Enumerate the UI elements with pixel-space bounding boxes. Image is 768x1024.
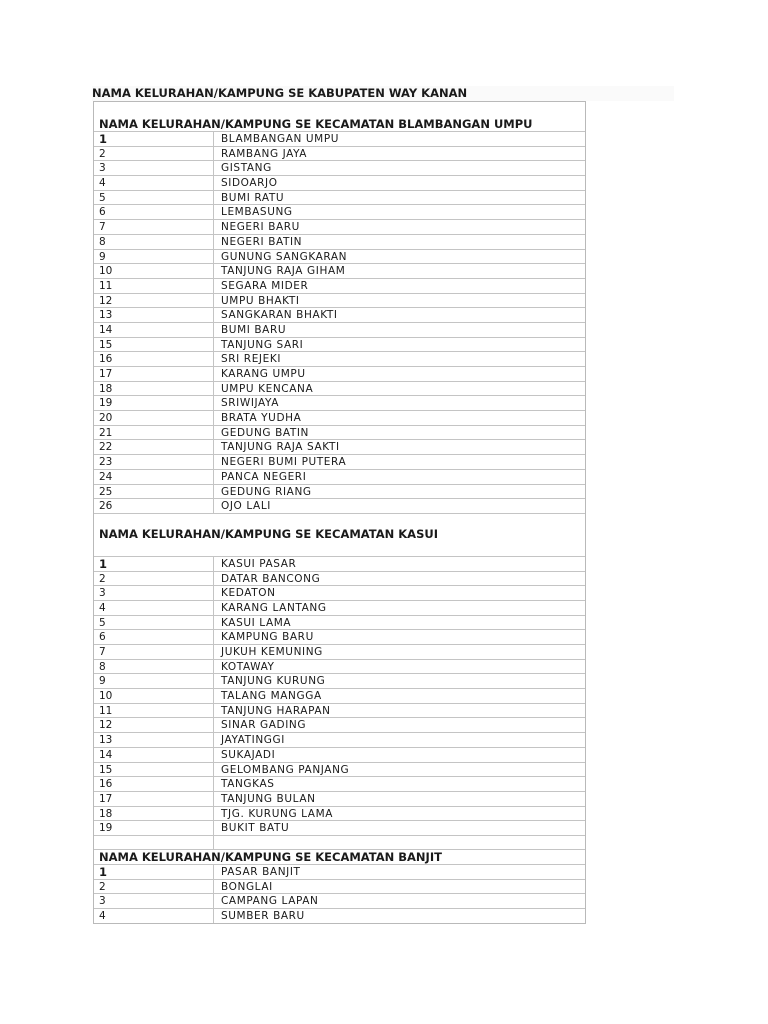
row-number: 2 [94, 572, 214, 586]
row-number: 11 [94, 279, 214, 293]
village-name: NEGERI BUMI PUTERA [221, 456, 347, 469]
table-row [94, 220, 585, 235]
row-number: 1 [94, 557, 214, 571]
village-name: SEGARA MIDER [221, 279, 309, 292]
village-name: BRATA YUDHA [221, 412, 302, 425]
village-name: KARANG LANTANG [221, 601, 327, 614]
village-name: UMPU BHAKTI [221, 294, 300, 307]
table-row [94, 499, 585, 514]
village-name: SRIWIJAYA [221, 397, 279, 410]
table-row [94, 660, 585, 675]
row-number: 21 [94, 426, 214, 440]
row-number: 13 [94, 733, 214, 747]
table-row [94, 411, 585, 426]
village-name: TANGKAS [221, 778, 275, 791]
row-number: 3 [94, 586, 214, 600]
table-row [94, 572, 585, 587]
village-name: SANGKARAN BHAKTI [221, 309, 338, 322]
section-heading: NAMA KELURAHAN/KAMPUNG SE KECAMATAN KASUI [99, 526, 438, 541]
village-name: BLAMBANGAN UMPU [221, 133, 340, 145]
row-number: 1 [94, 132, 214, 146]
table-row [94, 689, 585, 704]
table-row [94, 733, 585, 748]
table-row [94, 191, 585, 206]
table-row [94, 792, 585, 807]
village-name: BONGLAI [221, 880, 273, 893]
table-row [94, 205, 585, 220]
village-name: BUMI RATU [221, 191, 285, 204]
village-name: NEGERI BATIN [221, 235, 303, 248]
row-number: 8 [94, 235, 214, 249]
row-number: 10 [94, 689, 214, 703]
village-name: LEMBASUNG [221, 206, 293, 219]
village-name: DATAR BANCONG [221, 572, 321, 585]
village-name: KARANG UMPU [221, 368, 306, 380]
table-row [94, 367, 585, 382]
row-number: 7 [94, 220, 214, 234]
document-title: NAMA KELURAHAN/KAMPUNG SE KABUPATEN WAY KANAN [92, 86, 674, 101]
village-name: JAYATINGGI [221, 734, 285, 747]
table-row [94, 250, 585, 265]
table-row [94, 396, 585, 411]
table-row [94, 338, 585, 353]
village-name: PANCA NEGERI [221, 470, 307, 483]
row-number: 25 [94, 485, 214, 499]
table-row [94, 132, 585, 147]
table-row [94, 382, 585, 397]
row-number: 2 [94, 880, 214, 894]
section-kasui [94, 514, 585, 836]
row-number: 4 [94, 909, 214, 923]
row-number: 4 [94, 176, 214, 190]
table-row [94, 235, 585, 250]
row-number: 26 [94, 499, 214, 513]
row-number: 5 [94, 191, 214, 205]
table-row [94, 586, 585, 601]
table-row [94, 308, 585, 323]
village-name: GELOMBANG PANJANG [221, 763, 350, 776]
village-name: CAMPANG LAPAN [221, 895, 319, 908]
row-number: 15 [94, 338, 214, 352]
row-number: 1 [94, 865, 214, 879]
village-name: BUMI BARU [221, 323, 287, 336]
row-number: 18 [94, 807, 214, 821]
row-number: 4 [94, 601, 214, 615]
village-name: KEDATON [221, 587, 276, 600]
row-number: 17 [94, 367, 214, 381]
row-number: 19 [94, 821, 214, 835]
row-number: 17 [94, 792, 214, 806]
row-number: 23 [94, 455, 214, 469]
row-number: 8 [94, 660, 214, 674]
row-number: 16 [94, 352, 214, 366]
village-name: TANJUNG RAJA SAKTI [221, 441, 340, 454]
village-name: TANJUNG RAJA GIHAM [221, 265, 346, 278]
table-row [94, 294, 585, 309]
section-heading-row [94, 850, 585, 865]
row-number: 11 [94, 704, 214, 718]
table-row [94, 645, 585, 660]
table-row [94, 718, 585, 733]
table-row [94, 616, 585, 631]
section-heading-row [94, 514, 585, 557]
row-number: 14 [94, 323, 214, 337]
village-name: SUMBER BARU [221, 910, 305, 922]
table-row [94, 470, 585, 485]
row-number: 7 [94, 645, 214, 659]
row-number: 6 [94, 630, 214, 644]
section-heading: NAMA KELURAHAN/KAMPUNG SE KECAMATAN BANJIT [99, 849, 442, 864]
village-name: PASAR BANJIT [221, 865, 301, 878]
table-row [94, 894, 585, 909]
row-number: 6 [94, 205, 214, 219]
row-number: 5 [94, 616, 214, 630]
table-row [94, 880, 585, 895]
table-row [94, 455, 585, 470]
table-row [94, 630, 585, 645]
table-row [94, 323, 585, 338]
row-number: 18 [94, 382, 214, 396]
table-row [94, 763, 585, 778]
row-number: 15 [94, 763, 214, 777]
village-name: OJO LALI [221, 500, 271, 513]
row-number: 19 [94, 396, 214, 410]
row-number: 24 [94, 470, 214, 484]
village-name: SIDOARJO [221, 177, 278, 190]
table-row [94, 176, 585, 191]
row-number: 3 [94, 161, 214, 175]
row-number: 22 [94, 440, 214, 454]
village-name: KAMPUNG BARU [221, 631, 314, 644]
table-row [94, 821, 585, 836]
village-name: KASUI LAMA [221, 616, 292, 629]
table-row [94, 865, 585, 880]
row-number: 9 [94, 250, 214, 264]
row-number: 2 [94, 147, 214, 161]
village-name: TANJUNG KURUNG [221, 675, 326, 688]
table-row [94, 909, 585, 923]
table-row [94, 161, 585, 176]
table-row [94, 748, 585, 763]
village-name: SINAR GADING [221, 719, 307, 732]
village-name: TANJUNG HARAPAN [221, 704, 331, 717]
row-number: 12 [94, 294, 214, 308]
village-name: GUNUNG SANGKARAN [221, 250, 348, 263]
table-row [94, 807, 585, 822]
village-name: KASUI PASAR [221, 557, 297, 570]
row-number: 10 [94, 264, 214, 278]
village-name: UMPU KENCANA [221, 382, 314, 395]
village-name: TANJUNG BULAN [221, 792, 316, 805]
row-number: 14 [94, 748, 214, 762]
table-row [94, 777, 585, 792]
village-name: BUKIT BATU [221, 822, 290, 835]
table-row [94, 674, 585, 689]
table-row [94, 147, 585, 162]
table-row [94, 440, 585, 455]
row-number: 3 [94, 894, 214, 908]
table-row [94, 279, 585, 294]
section-heading: NAMA KELURAHAN/KAMPUNG SE KECAMATAN BLAMBANGAN UMPU [99, 117, 533, 131]
row-number: 16 [94, 777, 214, 791]
table-row [94, 485, 585, 500]
village-name: TJG. KURUNG LAMA [221, 807, 334, 820]
village-name: TANJUNG SARI [221, 338, 304, 351]
village-name: SUKAJADI [221, 748, 276, 761]
section-heading-row [94, 102, 585, 132]
village-name: GEDUNG RIANG [221, 485, 312, 498]
row-number: 20 [94, 411, 214, 425]
row-number: 13 [94, 308, 214, 322]
village-name: SRI REJEKI [221, 353, 282, 366]
table-row [94, 426, 585, 441]
village-name: NEGERI BARU [221, 221, 300, 234]
section-banjit [94, 836, 585, 923]
village-name: KOTAWAY [221, 660, 275, 673]
village-name: GISTANG [221, 162, 272, 175]
row-number: 9 [94, 674, 214, 688]
village-name: JUKUH KEMUNING [221, 646, 323, 658]
village-name: TALANG MANGGA [221, 690, 322, 703]
spacer-row [94, 836, 585, 850]
table-row [94, 704, 585, 719]
row-number: 12 [94, 718, 214, 732]
village-name: RAMBANG JAYA [221, 147, 308, 160]
table-row [94, 601, 585, 616]
section-blambangan-umpu [94, 102, 585, 514]
table-row [94, 352, 585, 367]
table-row [94, 557, 585, 572]
table-row [94, 264, 585, 279]
village-name: GEDUNG BATIN [221, 426, 310, 439]
village-table [93, 101, 586, 924]
